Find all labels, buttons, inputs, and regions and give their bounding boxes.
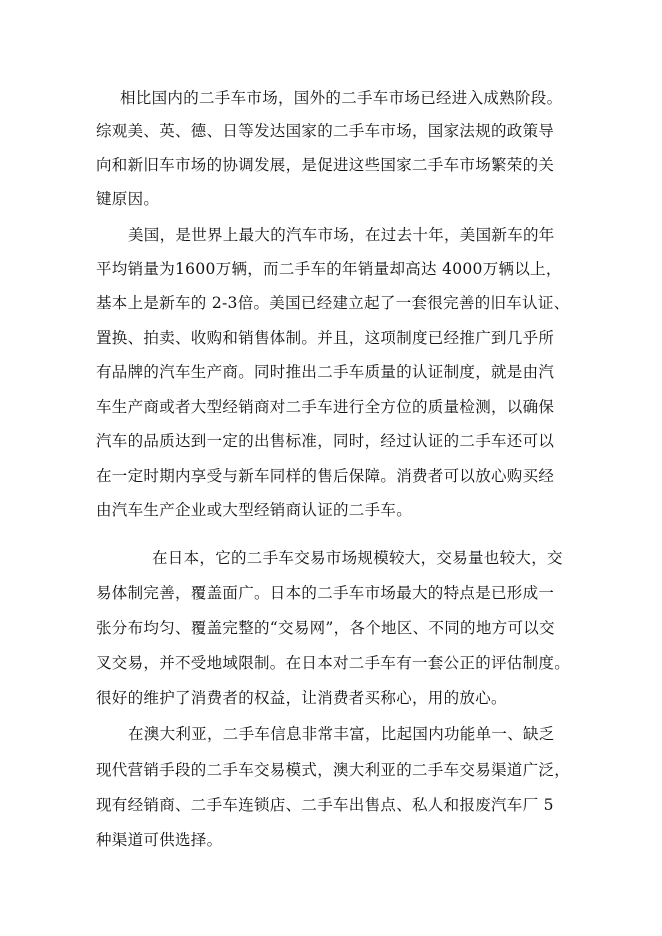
paragraph-2-line-9: 由汽车生产企业或大型经销商认证的二手车。 <box>96 501 413 519</box>
paragraph-2-line-6: 车生产商或者大型经销商对二手车进行全方位的质量检测，以确保 <box>96 398 555 416</box>
paragraph-2-line-5: 有品牌的汽车生产商。同时推出二手车质量的认证制度，就是由汽 <box>96 363 555 381</box>
paragraph-3-line-2: 易体制完善，覆盖面广。日本的二手车市场最大的特点是已形成一 <box>96 584 555 602</box>
paragraph-2-line-3: 基本上是新车的 2-3倍。美国已经建立起了一套很完善的旧车认证、 <box>96 294 570 312</box>
paragraph-4-line-1: 在澳大利亚，二手车信息非常丰富，比起国内功能单一、缺乏 <box>128 725 555 743</box>
paragraph-2-line-2: 平均销量为1600万辆，而二手车的年销量却高达 4000万辆以上， <box>96 260 562 278</box>
paragraph-1-line-2: 综观美、英、德、日等发达国家的二手车市场，国家法规的政策导 <box>96 122 555 140</box>
paragraph-4-line-2: 现代营销手段的二手车交易模式，澳大利亚的二手车交易渠道广泛， <box>96 761 571 779</box>
paragraph-2-line-8: 在一定时期内享受与新车同样的售后保障。消费者可以放心购买经 <box>96 467 555 485</box>
paragraph-1-line-3: 向和新旧车市场的协调发展，是促进这些国家二手车市场繁荣的关 <box>96 156 555 174</box>
paragraph-3-line-1: 在日本，它的二手车交易市场规模较大，交易量也较大，交 <box>152 549 563 567</box>
paragraph-1-line-1: 相比国内的二手车市场，国外的二手车市场已经进入成熟阶段。 <box>120 89 563 107</box>
paragraph-3-line-3: 张分布均匀、覆盖完整的“交易网”，各个地区、不同的地方可以交 <box>96 619 555 637</box>
paragraph-2-line-4: 置换、拍卖、收购和销售体制。并且，这项制度已经推广到几乎所 <box>96 329 555 347</box>
paragraph-3-line-4: 叉交易，并不受地域限制。在日本对二手车有一套公正的评估制度。 <box>96 654 571 672</box>
paragraph-2-line-1: 美国，是世界上最大的汽车市场，在过去十年，美国新车的年 <box>128 226 555 244</box>
paragraph-4-line-4: 种渠道可供选择。 <box>96 831 223 849</box>
paragraph-3-line-5: 很好的维护了消费者的权益，让消费者买称心，用的放心。 <box>96 689 507 707</box>
paragraph-4-line-3: 现有经销商、二手车连锁店、二手车出售点、私人和报废汽车厂 5 <box>96 796 554 814</box>
paragraph-1-line-4: 键原因。 <box>96 190 160 208</box>
paragraph-2-line-7: 汽车的品质达到一定的出售标准，同时，经过认证的二手车还可以 <box>96 432 555 450</box>
